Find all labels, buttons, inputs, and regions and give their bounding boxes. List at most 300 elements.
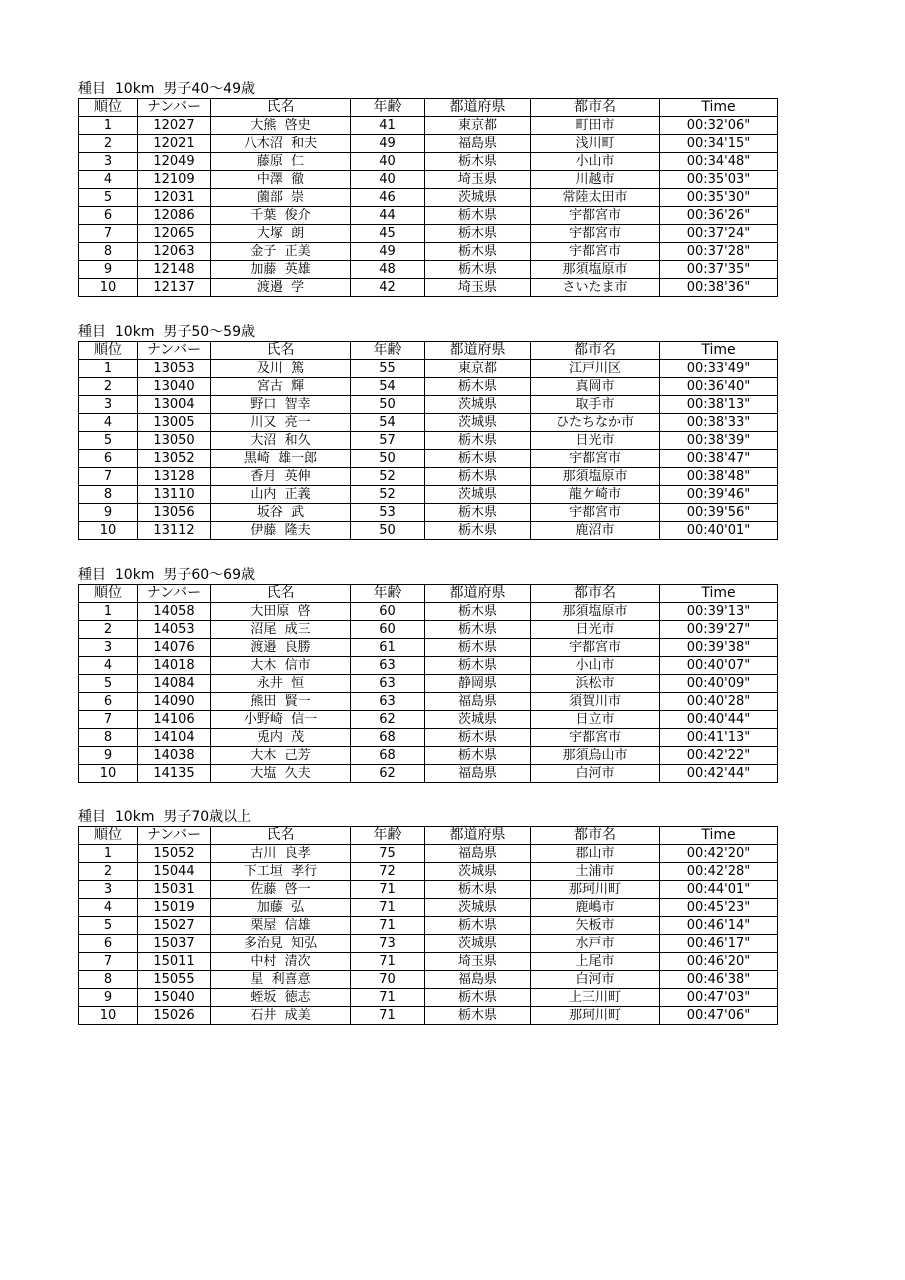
- city-cell: 町田市: [531, 117, 660, 135]
- name-cell: 薗部 崇: [211, 189, 351, 207]
- number-cell: 13056: [138, 504, 211, 522]
- rank-cell: 2: [79, 863, 138, 881]
- rank-cell: 7: [79, 711, 138, 729]
- prefecture-cell: 茨城県: [425, 711, 531, 729]
- number-cell: 15027: [138, 917, 211, 935]
- table-row: [79, 863, 778, 881]
- results-table: [78, 341, 778, 540]
- table-row: [79, 693, 778, 711]
- time-cell: 00:39'56": [660, 504, 778, 522]
- prefecture-cell: 茨城県: [425, 863, 531, 881]
- rank-cell: 7: [79, 225, 138, 243]
- table-row: [79, 135, 778, 153]
- rank-cell: 8: [79, 971, 138, 989]
- time-cell: 00:42'44": [660, 765, 778, 783]
- column-header-number: ナンバー: [138, 827, 211, 845]
- table-row: [79, 207, 778, 225]
- age-cell: 63: [351, 675, 425, 693]
- prefecture-cell: 栃木県: [425, 917, 531, 935]
- time-cell: 00:40'09": [660, 675, 778, 693]
- column-header-age: 年齢: [351, 342, 425, 360]
- age-cell: 72: [351, 863, 425, 881]
- results-table: [78, 826, 778, 1025]
- prefecture-cell: 福島県: [425, 971, 531, 989]
- name-cell: 大木 信市: [211, 657, 351, 675]
- number-cell: 13005: [138, 414, 211, 432]
- prefecture-cell: 栃木県: [425, 153, 531, 171]
- age-cell: 52: [351, 468, 425, 486]
- column-header-prefecture: 都道府県: [425, 99, 531, 117]
- number-cell: 14053: [138, 621, 211, 639]
- time-cell: 00:42'28": [660, 863, 778, 881]
- age-cell: 73: [351, 935, 425, 953]
- name-cell: 佐藤 啓一: [211, 881, 351, 899]
- name-cell: 小野崎 信一: [211, 711, 351, 729]
- table-row: [79, 153, 778, 171]
- table-row: [79, 657, 778, 675]
- city-cell: ひたちなか市: [531, 414, 660, 432]
- rank-cell: 1: [79, 845, 138, 863]
- city-cell: 真岡市: [531, 378, 660, 396]
- name-cell: 宮古 輝: [211, 378, 351, 396]
- column-header-rank: 順位: [79, 342, 138, 360]
- table-row: [79, 711, 778, 729]
- number-cell: 13050: [138, 432, 211, 450]
- time-cell: 00:38'47": [660, 450, 778, 468]
- table-row: [79, 432, 778, 450]
- city-cell: 宇都宮市: [531, 504, 660, 522]
- number-cell: 13053: [138, 360, 211, 378]
- rank-cell: 9: [79, 989, 138, 1007]
- age-cell: 49: [351, 135, 425, 153]
- table-row: [79, 953, 778, 971]
- table-row: [79, 504, 778, 522]
- column-header-time: Time: [660, 342, 778, 360]
- table-row: [79, 639, 778, 657]
- city-cell: 浜松市: [531, 675, 660, 693]
- age-cell: 46: [351, 189, 425, 207]
- age-cell: 53: [351, 504, 425, 522]
- table-row: [79, 189, 778, 207]
- name-cell: 藤原 仁: [211, 153, 351, 171]
- age-cell: 57: [351, 432, 425, 450]
- time-cell: 00:36'40": [660, 378, 778, 396]
- age-cell: 61: [351, 639, 425, 657]
- age-cell: 42: [351, 279, 425, 297]
- time-cell: 00:46'38": [660, 971, 778, 989]
- prefecture-cell: 栃木県: [425, 747, 531, 765]
- age-cell: 71: [351, 917, 425, 935]
- rank-cell: 4: [79, 657, 138, 675]
- table-row: [79, 486, 778, 504]
- name-cell: 大塩 久夫: [211, 765, 351, 783]
- name-cell: 栗屋 信雄: [211, 917, 351, 935]
- column-header-rank: 順位: [79, 827, 138, 845]
- name-cell: 金子 正美: [211, 243, 351, 261]
- city-cell: 小山市: [531, 657, 660, 675]
- number-cell: 15052: [138, 845, 211, 863]
- age-cell: 70: [351, 971, 425, 989]
- name-cell: 星 利喜意: [211, 971, 351, 989]
- column-header-number: ナンバー: [138, 342, 211, 360]
- time-cell: 00:41'13": [660, 729, 778, 747]
- name-cell: 山内 正義: [211, 486, 351, 504]
- city-cell: 宇都宮市: [531, 450, 660, 468]
- age-cell: 52: [351, 486, 425, 504]
- time-cell: 00:38'33": [660, 414, 778, 432]
- number-cell: 12031: [138, 189, 211, 207]
- prefecture-cell: 栃木県: [425, 261, 531, 279]
- time-cell: 00:40'44": [660, 711, 778, 729]
- number-cell: 14135: [138, 765, 211, 783]
- time-cell: 00:42'20": [660, 845, 778, 863]
- time-cell: 00:37'35": [660, 261, 778, 279]
- age-cell: 63: [351, 693, 425, 711]
- prefecture-cell: 栃木県: [425, 207, 531, 225]
- name-cell: 蛭坂 徳志: [211, 989, 351, 1007]
- rank-cell: 3: [79, 881, 138, 899]
- table-row: [79, 243, 778, 261]
- table-row: [79, 171, 778, 189]
- prefecture-cell: 茨城県: [425, 935, 531, 953]
- prefecture-cell: 茨城県: [425, 486, 531, 504]
- time-cell: 00:39'13": [660, 603, 778, 621]
- time-cell: 00:37'24": [660, 225, 778, 243]
- time-cell: 00:40'28": [660, 693, 778, 711]
- time-cell: 00:40'01": [660, 522, 778, 540]
- age-cell: 71: [351, 1007, 425, 1025]
- age-cell: 71: [351, 881, 425, 899]
- number-cell: 14104: [138, 729, 211, 747]
- age-cell: 71: [351, 989, 425, 1007]
- prefecture-cell: 栃木県: [425, 225, 531, 243]
- city-cell: 鹿嶋市: [531, 899, 660, 917]
- name-cell: 熊田 賢一: [211, 693, 351, 711]
- prefecture-cell: 福島県: [425, 693, 531, 711]
- time-cell: 00:40'07": [660, 657, 778, 675]
- name-cell: 中村 清次: [211, 953, 351, 971]
- name-cell: 加藤 英雄: [211, 261, 351, 279]
- time-cell: 00:39'46": [660, 486, 778, 504]
- rank-cell: 7: [79, 468, 138, 486]
- column-header-name: 氏名: [211, 827, 351, 845]
- number-cell: 13004: [138, 396, 211, 414]
- rank-cell: 10: [79, 279, 138, 297]
- age-cell: 75: [351, 845, 425, 863]
- age-cell: 68: [351, 747, 425, 765]
- city-cell: 那須塩原市: [531, 603, 660, 621]
- number-cell: 13110: [138, 486, 211, 504]
- prefecture-cell: 埼玉県: [425, 279, 531, 297]
- column-header-time: Time: [660, 827, 778, 845]
- city-cell: 那珂川町: [531, 881, 660, 899]
- table-row: [79, 117, 778, 135]
- number-cell: 15019: [138, 899, 211, 917]
- column-header-age: 年齢: [351, 585, 425, 603]
- prefecture-cell: 栃木県: [425, 432, 531, 450]
- prefecture-cell: 栃木県: [425, 378, 531, 396]
- table-row: [79, 225, 778, 243]
- name-cell: 伊藤 隆夫: [211, 522, 351, 540]
- city-cell: 那須烏山市: [531, 747, 660, 765]
- number-cell: 12021: [138, 135, 211, 153]
- age-cell: 63: [351, 657, 425, 675]
- column-header-prefecture: 都道府県: [425, 585, 531, 603]
- number-cell: 15055: [138, 971, 211, 989]
- city-cell: 那珂川町: [531, 1007, 660, 1025]
- number-cell: 15037: [138, 935, 211, 953]
- prefecture-cell: 茨城県: [425, 414, 531, 432]
- number-cell: 14084: [138, 675, 211, 693]
- rank-cell: 2: [79, 378, 138, 396]
- table-row: [79, 881, 778, 899]
- table-row: [79, 899, 778, 917]
- rank-cell: 6: [79, 450, 138, 468]
- time-cell: 00:32'06": [660, 117, 778, 135]
- name-cell: 大塚 朗: [211, 225, 351, 243]
- header-row: [79, 827, 778, 845]
- number-cell: 12148: [138, 261, 211, 279]
- city-cell: 宇都宮市: [531, 243, 660, 261]
- name-cell: 大沼 和久: [211, 432, 351, 450]
- city-cell: 龍ケ崎市: [531, 486, 660, 504]
- column-header-number: ナンバー: [138, 585, 211, 603]
- rank-cell: 5: [79, 675, 138, 693]
- age-cell: 50: [351, 450, 425, 468]
- results-section-60-69: [78, 566, 778, 783]
- header-row: [79, 342, 778, 360]
- name-cell: 坂谷 武: [211, 504, 351, 522]
- city-cell: 鹿沼市: [531, 522, 660, 540]
- name-cell: 野口 智幸: [211, 396, 351, 414]
- number-cell: 12049: [138, 153, 211, 171]
- column-header-city: 都市名: [531, 585, 660, 603]
- results-section-70-plus: [78, 808, 778, 1025]
- prefecture-cell: 栃木県: [425, 881, 531, 899]
- city-cell: 日光市: [531, 432, 660, 450]
- number-cell: 15011: [138, 953, 211, 971]
- rank-cell: 8: [79, 243, 138, 261]
- city-cell: 宇都宮市: [531, 225, 660, 243]
- column-header-time: Time: [660, 99, 778, 117]
- city-cell: 上尾市: [531, 953, 660, 971]
- time-cell: 00:38'48": [660, 468, 778, 486]
- rank-cell: 10: [79, 522, 138, 540]
- table-row: [79, 360, 778, 378]
- age-cell: 41: [351, 117, 425, 135]
- name-cell: 石井 成美: [211, 1007, 351, 1025]
- name-cell: 中澤 徹: [211, 171, 351, 189]
- table-row: [79, 675, 778, 693]
- results-section-40-49: [78, 80, 778, 297]
- number-cell: 15031: [138, 881, 211, 899]
- time-cell: 00:38'39": [660, 432, 778, 450]
- table-row: [79, 414, 778, 432]
- column-header-city: 都市名: [531, 827, 660, 845]
- number-cell: 12063: [138, 243, 211, 261]
- time-cell: 00:35'30": [660, 189, 778, 207]
- prefecture-cell: 福島県: [425, 765, 531, 783]
- city-cell: 白河市: [531, 765, 660, 783]
- column-header-name: 氏名: [211, 342, 351, 360]
- age-cell: 45: [351, 225, 425, 243]
- table-row: [79, 747, 778, 765]
- name-cell: 大田原 啓: [211, 603, 351, 621]
- number-cell: 12027: [138, 117, 211, 135]
- table-row: [79, 450, 778, 468]
- section-caption: 種目 10km 男子40～49歳: [78, 81, 255, 97]
- column-header-rank: 順位: [79, 585, 138, 603]
- time-cell: 00:36'26": [660, 207, 778, 225]
- time-cell: 00:33'49": [660, 360, 778, 378]
- prefecture-cell: 栃木県: [425, 1007, 531, 1025]
- city-cell: 矢板市: [531, 917, 660, 935]
- results-table: [78, 98, 778, 297]
- table-row: [79, 468, 778, 486]
- number-cell: 14106: [138, 711, 211, 729]
- city-cell: 土浦市: [531, 863, 660, 881]
- number-cell: 15040: [138, 989, 211, 1007]
- name-cell: 古川 良孝: [211, 845, 351, 863]
- time-cell: 00:44'01": [660, 881, 778, 899]
- city-cell: 須賀川市: [531, 693, 660, 711]
- rank-cell: 5: [79, 432, 138, 450]
- number-cell: 14076: [138, 639, 211, 657]
- number-cell: 14018: [138, 657, 211, 675]
- rank-cell: 8: [79, 729, 138, 747]
- column-header-rank: 順位: [79, 99, 138, 117]
- prefecture-cell: 栃木県: [425, 729, 531, 747]
- time-cell: 00:34'48": [660, 153, 778, 171]
- age-cell: 60: [351, 621, 425, 639]
- prefecture-cell: 福島県: [425, 845, 531, 863]
- rank-cell: 1: [79, 603, 138, 621]
- rank-cell: 6: [79, 693, 138, 711]
- city-cell: 宇都宮市: [531, 207, 660, 225]
- number-cell: 13052: [138, 450, 211, 468]
- age-cell: 49: [351, 243, 425, 261]
- rank-cell: 3: [79, 396, 138, 414]
- rank-cell: 8: [79, 486, 138, 504]
- column-header-number: ナンバー: [138, 99, 211, 117]
- prefecture-cell: 栃木県: [425, 468, 531, 486]
- name-cell: 沼尾 成三: [211, 621, 351, 639]
- number-cell: 12065: [138, 225, 211, 243]
- table-row: [79, 396, 778, 414]
- table-row: [79, 261, 778, 279]
- rank-cell: 2: [79, 621, 138, 639]
- rank-cell: 9: [79, 747, 138, 765]
- table-row: [79, 621, 778, 639]
- age-cell: 48: [351, 261, 425, 279]
- prefecture-cell: 埼玉県: [425, 171, 531, 189]
- rank-cell: 3: [79, 639, 138, 657]
- rank-cell: 1: [79, 117, 138, 135]
- prefecture-cell: 茨城県: [425, 189, 531, 207]
- city-cell: 川越市: [531, 171, 660, 189]
- number-cell: 15044: [138, 863, 211, 881]
- column-header-city: 都市名: [531, 99, 660, 117]
- rank-cell: 5: [79, 917, 138, 935]
- city-cell: 宇都宮市: [531, 729, 660, 747]
- time-cell: 00:46'20": [660, 953, 778, 971]
- rank-cell: 7: [79, 953, 138, 971]
- age-cell: 54: [351, 378, 425, 396]
- table-row: [79, 971, 778, 989]
- table-row: [79, 1007, 778, 1025]
- rank-cell: 10: [79, 765, 138, 783]
- time-cell: 00:38'36": [660, 279, 778, 297]
- table-row: [79, 378, 778, 396]
- city-cell: 水戸市: [531, 935, 660, 953]
- number-cell: 15026: [138, 1007, 211, 1025]
- city-cell: 那須塩原市: [531, 261, 660, 279]
- city-cell: 白河市: [531, 971, 660, 989]
- number-cell: 12137: [138, 279, 211, 297]
- table-row: [79, 935, 778, 953]
- table-row: [79, 729, 778, 747]
- prefecture-cell: 東京都: [425, 360, 531, 378]
- age-cell: 44: [351, 207, 425, 225]
- prefecture-cell: 栃木県: [425, 504, 531, 522]
- age-cell: 62: [351, 711, 425, 729]
- rank-cell: 2: [79, 135, 138, 153]
- prefecture-cell: 茨城県: [425, 396, 531, 414]
- prefecture-cell: 静岡県: [425, 675, 531, 693]
- city-cell: 那須塩原市: [531, 468, 660, 486]
- city-cell: さいたま市: [531, 279, 660, 297]
- name-cell: 千葉 俊介: [211, 207, 351, 225]
- number-cell: 12109: [138, 171, 211, 189]
- table-row: [79, 765, 778, 783]
- name-cell: 渡邉 学: [211, 279, 351, 297]
- time-cell: 00:38'13": [660, 396, 778, 414]
- column-header-name: 氏名: [211, 99, 351, 117]
- column-header-time: Time: [660, 585, 778, 603]
- name-cell: 川又 亮一: [211, 414, 351, 432]
- time-cell: 00:47'03": [660, 989, 778, 1007]
- time-cell: 00:34'15": [660, 135, 778, 153]
- name-cell: 香月 英伸: [211, 468, 351, 486]
- header-row: [79, 99, 778, 117]
- results-section-50-59: [78, 323, 778, 540]
- time-cell: 00:37'28": [660, 243, 778, 261]
- age-cell: 71: [351, 953, 425, 971]
- name-cell: 大熊 啓史: [211, 117, 351, 135]
- time-cell: 00:42'22": [660, 747, 778, 765]
- age-cell: 62: [351, 765, 425, 783]
- age-cell: 55: [351, 360, 425, 378]
- prefecture-cell: 福島県: [425, 135, 531, 153]
- name-cell: 八木沼 和夫: [211, 135, 351, 153]
- name-cell: 加藤 弘: [211, 899, 351, 917]
- rank-cell: 5: [79, 189, 138, 207]
- prefecture-cell: 栃木県: [425, 639, 531, 657]
- rank-cell: 6: [79, 207, 138, 225]
- city-cell: 江戸川区: [531, 360, 660, 378]
- table-row: [79, 917, 778, 935]
- rank-cell: 1: [79, 360, 138, 378]
- time-cell: 00:46'14": [660, 917, 778, 935]
- rank-cell: 9: [79, 504, 138, 522]
- time-cell: 00:46'17": [660, 935, 778, 953]
- rank-cell: 4: [79, 899, 138, 917]
- age-cell: 40: [351, 171, 425, 189]
- rank-cell: 3: [79, 153, 138, 171]
- prefecture-cell: 栃木県: [425, 657, 531, 675]
- column-header-age: 年齢: [351, 99, 425, 117]
- rank-cell: 4: [79, 171, 138, 189]
